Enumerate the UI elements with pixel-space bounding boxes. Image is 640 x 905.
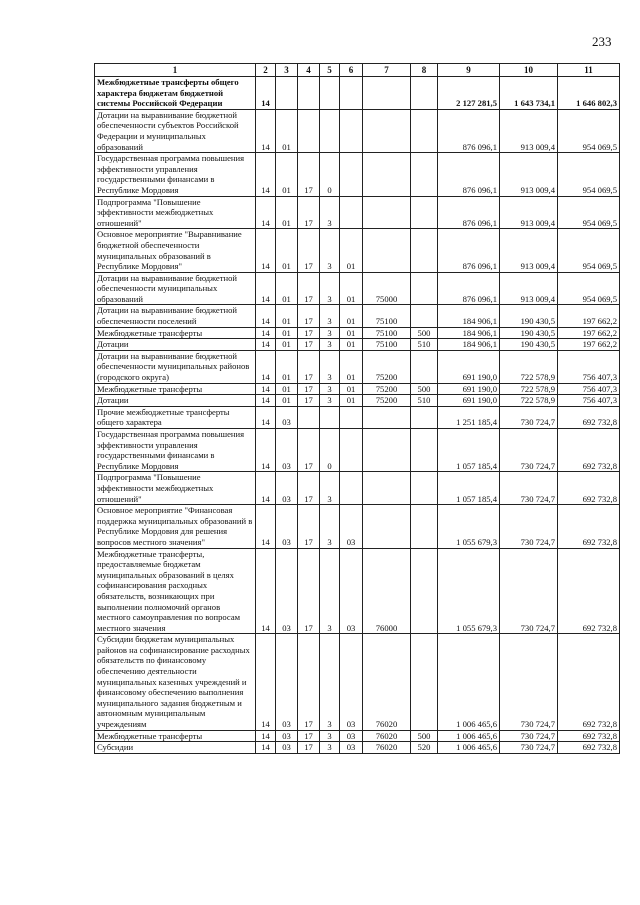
row-label-cell: Дотации на выравнивание бюджетной обеспеченности муниципальных образований xyxy=(95,272,256,305)
row-label-cell: Межбюджетные трансферты xyxy=(95,327,256,339)
table-row xyxy=(95,339,620,351)
code-cell: 03 xyxy=(340,634,363,730)
code-cell xyxy=(320,406,340,428)
amount-cell: 730 724,7 xyxy=(500,742,558,754)
code-cell: 01 xyxy=(340,339,363,351)
row-label-cell: Субсидии бюджетам муниципальных районов на софинансирование расходных обязательств по финансовому обеспечению деятельности муниципальных казенных учреждений и финансовому обеспечению выполнения муниципального задания бюджетным и автономным муниципальным учреждениям xyxy=(95,634,256,730)
column-header: 4 xyxy=(298,64,320,77)
code-cell: 03 xyxy=(276,730,298,742)
table-row xyxy=(95,505,620,548)
amount-cell: 692 732,8 xyxy=(558,742,620,754)
code-cell: 14 xyxy=(256,742,276,754)
code-cell: 03 xyxy=(276,429,298,472)
amount-cell: 913 009,4 xyxy=(500,229,558,272)
amount-cell: 692 732,8 xyxy=(558,548,620,634)
table-row xyxy=(95,472,620,505)
amount-cell: 954 069,5 xyxy=(558,196,620,229)
code-cell: 500 xyxy=(411,327,438,339)
amount-cell: 692 732,8 xyxy=(558,429,620,472)
code-cell: 17 xyxy=(298,272,320,305)
code-cell xyxy=(411,229,438,272)
row-label-cell: Субсидии xyxy=(95,742,256,754)
row-label-cell: Подпрограмма "Повышение эффективности межбюджетных отношений" xyxy=(95,472,256,505)
code-cell xyxy=(298,109,320,152)
amount-cell: 876 096,1 xyxy=(438,153,500,196)
code-cell: 3 xyxy=(320,395,340,407)
amount-cell: 1 006 465,6 xyxy=(438,742,500,754)
amount-cell: 691 190,0 xyxy=(438,383,500,395)
row-label-cell: Межбюджетные трансферты xyxy=(95,730,256,742)
code-cell: 14 xyxy=(256,327,276,339)
row-label-cell: Дотации на выравнивание бюджетной обеспеченности субъектов Российской Федерации и муниципальных образований xyxy=(95,109,256,152)
amount-cell: 876 096,1 xyxy=(438,229,500,272)
amount-cell: 1 006 465,6 xyxy=(438,730,500,742)
code-cell xyxy=(298,406,320,428)
code-cell xyxy=(411,109,438,152)
code-cell: 14 xyxy=(256,229,276,272)
code-cell: 01 xyxy=(276,109,298,152)
code-cell: 17 xyxy=(298,634,320,730)
amount-cell: 692 732,8 xyxy=(558,634,620,730)
code-cell: 3 xyxy=(320,305,340,327)
row-label-cell: Дотации на выравнивание бюджетной обеспеченности муниципальных районов (городского округа) xyxy=(95,350,256,383)
table-row xyxy=(95,548,620,634)
code-cell: 75100 xyxy=(363,305,411,327)
amount-cell: 756 407,3 xyxy=(558,395,620,407)
column-header: 6 xyxy=(340,64,363,77)
code-cell xyxy=(411,406,438,428)
code-cell: 01 xyxy=(340,305,363,327)
code-cell: 3 xyxy=(320,327,340,339)
row-label-cell: Межбюджетные трансферты общего характера бюджетам бюджетной системы Российской Федерации xyxy=(95,77,256,110)
amount-cell: 692 732,8 xyxy=(558,406,620,428)
code-cell: 01 xyxy=(340,272,363,305)
code-cell: 76020 xyxy=(363,634,411,730)
code-cell: 01 xyxy=(340,383,363,395)
table-row xyxy=(95,327,620,339)
amount-cell: 913 009,4 xyxy=(500,196,558,229)
table-row xyxy=(95,153,620,196)
amount-cell: 756 407,3 xyxy=(558,383,620,395)
code-cell xyxy=(363,505,411,548)
code-cell: 01 xyxy=(276,395,298,407)
table-body xyxy=(95,77,620,754)
code-cell xyxy=(411,429,438,472)
amount-cell: 730 724,7 xyxy=(500,634,558,730)
amount-cell: 730 724,7 xyxy=(500,548,558,634)
code-cell: 17 xyxy=(298,472,320,505)
code-cell: 14 xyxy=(256,505,276,548)
code-cell: 17 xyxy=(298,153,320,196)
code-cell: 01 xyxy=(276,272,298,305)
row-label-cell: Дотации xyxy=(95,339,256,351)
amount-cell: 692 732,8 xyxy=(558,505,620,548)
amount-cell: 197 662,2 xyxy=(558,327,620,339)
row-label-cell: Основное мероприятие "Выравнивание бюджетной обеспеченности муниципальных образований в Республике Мордовия" xyxy=(95,229,256,272)
code-cell xyxy=(363,406,411,428)
code-cell: 14 xyxy=(256,305,276,327)
column-header: 10 xyxy=(500,64,558,77)
code-cell xyxy=(363,429,411,472)
amount-cell: 730 724,7 xyxy=(500,472,558,505)
amount-cell: 722 578,9 xyxy=(500,350,558,383)
code-cell: 500 xyxy=(411,730,438,742)
table-row xyxy=(95,77,620,110)
code-cell: 3 xyxy=(320,505,340,548)
amount-cell: 692 732,8 xyxy=(558,472,620,505)
page-number: 233 xyxy=(592,34,612,49)
amount-cell: 730 724,7 xyxy=(500,406,558,428)
code-cell: 14 xyxy=(256,395,276,407)
code-cell: 3 xyxy=(320,272,340,305)
row-label-cell: Основное мероприятие "Финансовая поддержка муниципальных образований в Республике Мордовия для решения вопросов местного значения" xyxy=(95,505,256,548)
table-row xyxy=(95,406,620,428)
code-cell xyxy=(411,272,438,305)
code-cell xyxy=(411,305,438,327)
code-cell: 17 xyxy=(298,395,320,407)
row-label-cell: Межбюджетные трансферты, предоставляемые бюджетам муниципальных образований в целях софинансирования расходных обязательств, возникающих при выполнении полномочий органов местного самоуправления по вопросам местного значения xyxy=(95,548,256,634)
amount-cell: 2 127 281,5 xyxy=(438,77,500,110)
code-cell: 3 xyxy=(320,339,340,351)
code-cell: 3 xyxy=(320,730,340,742)
code-cell: 17 xyxy=(298,742,320,754)
row-label-cell: Подпрограмма "Повышение эффективности межбюджетных отношений" xyxy=(95,196,256,229)
table-row xyxy=(95,742,620,754)
code-cell: 3 xyxy=(320,196,340,229)
code-cell: 14 xyxy=(256,730,276,742)
column-header: 1 xyxy=(95,64,256,77)
amount-cell: 954 069,5 xyxy=(558,109,620,152)
amount-cell: 876 096,1 xyxy=(438,196,500,229)
code-cell: 500 xyxy=(411,383,438,395)
code-cell: 03 xyxy=(340,730,363,742)
code-cell xyxy=(363,472,411,505)
code-cell: 01 xyxy=(276,339,298,351)
code-cell xyxy=(340,153,363,196)
amount-cell: 1 057 185,4 xyxy=(438,429,500,472)
code-cell xyxy=(411,634,438,730)
code-cell: 17 xyxy=(298,229,320,272)
amount-cell: 1 646 802,3 xyxy=(558,77,620,110)
amount-cell: 1 251 185,4 xyxy=(438,406,500,428)
amount-cell: 954 069,5 xyxy=(558,229,620,272)
amount-cell: 197 662,2 xyxy=(558,339,620,351)
code-cell: 01 xyxy=(340,350,363,383)
amount-cell: 730 724,7 xyxy=(500,730,558,742)
code-cell: 75000 xyxy=(363,272,411,305)
table-header-row xyxy=(95,64,620,77)
row-label-cell: Государственная программа повышения эффективности управления государственными финансами в Республике Мордовия xyxy=(95,429,256,472)
code-cell: 14 xyxy=(256,383,276,395)
amount-cell: 722 578,9 xyxy=(500,395,558,407)
code-cell: 510 xyxy=(411,395,438,407)
code-cell: 01 xyxy=(276,305,298,327)
code-cell: 17 xyxy=(298,196,320,229)
code-cell: 01 xyxy=(276,153,298,196)
code-cell: 0 xyxy=(320,153,340,196)
row-label-cell: Дотации xyxy=(95,395,256,407)
code-cell: 03 xyxy=(340,742,363,754)
table-row xyxy=(95,272,620,305)
code-cell: 3 xyxy=(320,548,340,634)
table-row xyxy=(95,109,620,152)
code-cell: 14 xyxy=(256,272,276,305)
code-cell xyxy=(363,77,411,110)
budget-table xyxy=(94,63,620,754)
code-cell: 3 xyxy=(320,634,340,730)
amount-cell: 1 055 679,3 xyxy=(438,505,500,548)
code-cell: 75100 xyxy=(363,327,411,339)
amount-cell: 691 190,0 xyxy=(438,395,500,407)
column-header: 8 xyxy=(411,64,438,77)
code-cell: 14 xyxy=(256,472,276,505)
code-cell xyxy=(340,196,363,229)
code-cell: 03 xyxy=(276,505,298,548)
code-cell: 14 xyxy=(256,339,276,351)
code-cell: 14 xyxy=(256,153,276,196)
code-cell: 14 xyxy=(256,406,276,428)
code-cell xyxy=(363,229,411,272)
code-cell xyxy=(411,350,438,383)
amount-cell: 913 009,4 xyxy=(500,153,558,196)
row-label-cell: Межбюджетные трансферты xyxy=(95,383,256,395)
table-row xyxy=(95,383,620,395)
code-cell: 01 xyxy=(276,350,298,383)
code-cell xyxy=(363,196,411,229)
code-cell: 01 xyxy=(276,229,298,272)
code-cell xyxy=(411,472,438,505)
code-cell: 01 xyxy=(340,327,363,339)
code-cell: 17 xyxy=(298,429,320,472)
code-cell: 510 xyxy=(411,339,438,351)
code-cell: 01 xyxy=(276,383,298,395)
code-cell: 0 xyxy=(320,429,340,472)
amount-cell: 954 069,5 xyxy=(558,272,620,305)
code-cell xyxy=(340,472,363,505)
table-row xyxy=(95,429,620,472)
code-cell: 75100 xyxy=(363,339,411,351)
code-cell xyxy=(340,406,363,428)
code-cell: 3 xyxy=(320,383,340,395)
table-row xyxy=(95,350,620,383)
code-cell: 14 xyxy=(256,548,276,634)
code-cell: 03 xyxy=(276,742,298,754)
code-cell: 76020 xyxy=(363,730,411,742)
amount-cell: 184 906,1 xyxy=(438,327,500,339)
code-cell: 3 xyxy=(320,742,340,754)
code-cell: 3 xyxy=(320,350,340,383)
code-cell: 75200 xyxy=(363,350,411,383)
code-cell xyxy=(298,77,320,110)
code-cell xyxy=(411,505,438,548)
code-cell: 14 xyxy=(256,634,276,730)
code-cell xyxy=(411,548,438,634)
amount-cell: 691 190,0 xyxy=(438,350,500,383)
code-cell: 03 xyxy=(276,472,298,505)
amount-cell: 190 430,5 xyxy=(500,327,558,339)
table-row xyxy=(95,730,620,742)
amount-cell: 876 096,1 xyxy=(438,109,500,152)
code-cell: 01 xyxy=(340,395,363,407)
code-cell xyxy=(363,109,411,152)
code-cell: 75200 xyxy=(363,395,411,407)
code-cell: 17 xyxy=(298,350,320,383)
amount-cell: 1 643 734,1 xyxy=(500,77,558,110)
code-cell xyxy=(320,77,340,110)
code-cell: 3 xyxy=(320,472,340,505)
row-label-cell: Дотации на выравнивание бюджетной обеспеченности поселений xyxy=(95,305,256,327)
code-cell: 17 xyxy=(298,339,320,351)
code-cell xyxy=(411,153,438,196)
amount-cell: 730 724,7 xyxy=(500,505,558,548)
code-cell: 03 xyxy=(276,406,298,428)
code-cell: 14 xyxy=(256,77,276,110)
amount-cell: 197 662,2 xyxy=(558,305,620,327)
code-cell xyxy=(411,77,438,110)
amount-cell: 722 578,9 xyxy=(500,383,558,395)
code-cell: 17 xyxy=(298,730,320,742)
amount-cell: 692 732,8 xyxy=(558,730,620,742)
code-cell: 17 xyxy=(298,305,320,327)
code-cell: 01 xyxy=(276,327,298,339)
code-cell: 3 xyxy=(320,229,340,272)
code-cell: 75200 xyxy=(363,383,411,395)
code-cell: 03 xyxy=(276,548,298,634)
amount-cell: 1 057 185,4 xyxy=(438,472,500,505)
code-cell xyxy=(320,109,340,152)
table-row xyxy=(95,395,620,407)
code-cell: 17 xyxy=(298,383,320,395)
table-row xyxy=(95,229,620,272)
amount-cell: 913 009,4 xyxy=(500,109,558,152)
code-cell: 03 xyxy=(276,634,298,730)
code-cell: 14 xyxy=(256,196,276,229)
amount-cell: 1 006 465,6 xyxy=(438,634,500,730)
code-cell xyxy=(340,109,363,152)
code-cell: 14 xyxy=(256,429,276,472)
code-cell: 14 xyxy=(256,109,276,152)
amount-cell: 190 430,5 xyxy=(500,305,558,327)
code-cell: 03 xyxy=(340,505,363,548)
row-label-cell: Государственная программа повышения эффективности управления государственными финансами в Республике Мордовия xyxy=(95,153,256,196)
code-cell xyxy=(363,153,411,196)
column-header: 9 xyxy=(438,64,500,77)
code-cell xyxy=(411,196,438,229)
code-cell: 14 xyxy=(256,350,276,383)
code-cell: 76020 xyxy=(363,742,411,754)
amount-cell: 756 407,3 xyxy=(558,350,620,383)
row-label-cell: Прочие межбюджетные трансферты общего характера xyxy=(95,406,256,428)
column-header: 11 xyxy=(558,64,620,77)
code-cell: 01 xyxy=(340,229,363,272)
code-cell: 03 xyxy=(340,548,363,634)
code-cell: 17 xyxy=(298,548,320,634)
code-cell xyxy=(340,77,363,110)
column-header: 3 xyxy=(276,64,298,77)
column-header: 2 xyxy=(256,64,276,77)
table-row xyxy=(95,634,620,730)
amount-cell: 954 069,5 xyxy=(558,153,620,196)
code-cell: 01 xyxy=(276,196,298,229)
table-row xyxy=(95,196,620,229)
amount-cell: 876 096,1 xyxy=(438,272,500,305)
column-header: 7 xyxy=(363,64,411,77)
code-cell: 76000 xyxy=(363,548,411,634)
amount-cell: 184 906,1 xyxy=(438,339,500,351)
table-row xyxy=(95,305,620,327)
amount-cell: 190 430,5 xyxy=(500,339,558,351)
code-cell: 520 xyxy=(411,742,438,754)
code-cell xyxy=(340,429,363,472)
code-cell: 17 xyxy=(298,327,320,339)
column-header: 5 xyxy=(320,64,340,77)
amount-cell: 1 055 679,3 xyxy=(438,548,500,634)
amount-cell: 913 009,4 xyxy=(500,272,558,305)
amount-cell: 184 906,1 xyxy=(438,305,500,327)
amount-cell: 730 724,7 xyxy=(500,429,558,472)
code-cell xyxy=(276,77,298,110)
code-cell: 17 xyxy=(298,505,320,548)
